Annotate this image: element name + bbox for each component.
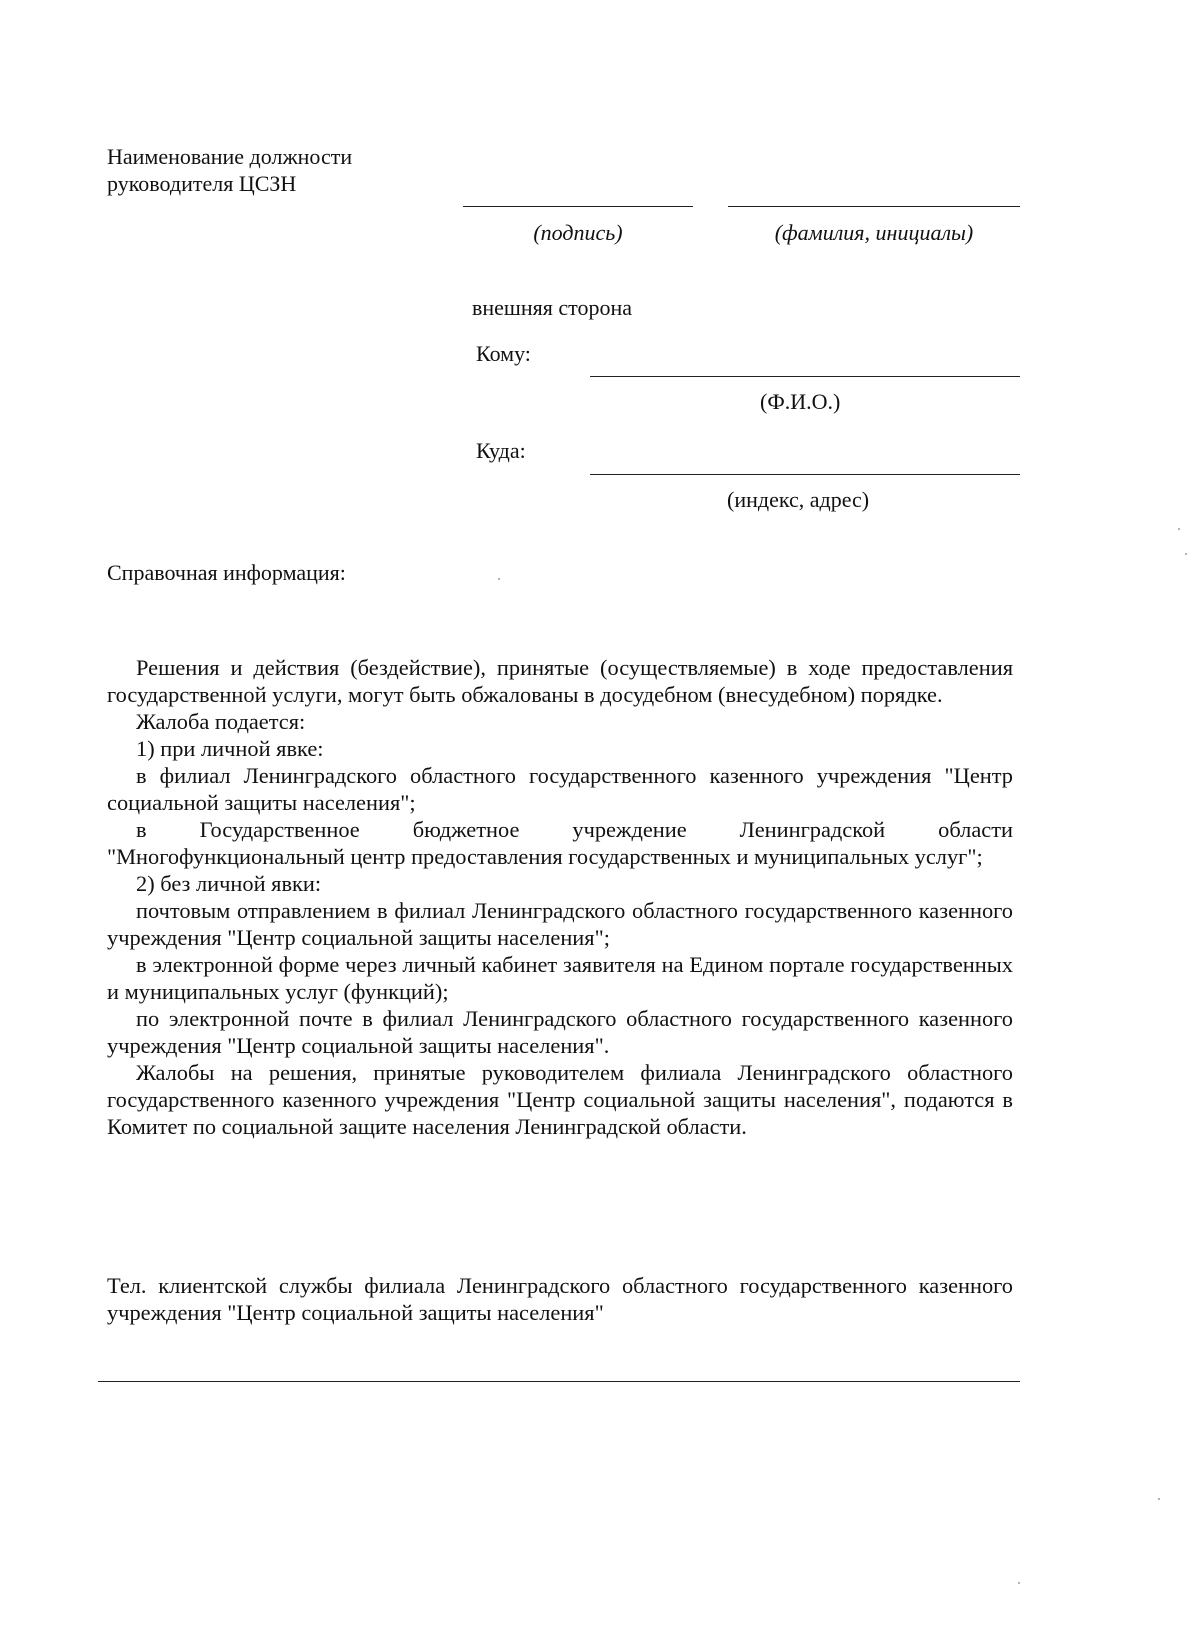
to-label: Кому:	[476, 341, 531, 366]
postal-paragraph: почтовым отправлением в филиал Ленинградского областного государственного казенного учреждения "Центр социальной защиты населения";	[107, 898, 1013, 950]
remote-item: 2) без личной явки:	[136, 871, 322, 896]
scan-speck	[1158, 1498, 1160, 1500]
where-caption: (индекс, адрес)	[727, 487, 870, 512]
where-label: Куда:	[476, 438, 526, 463]
position-title-line-1: Наименование должности	[107, 144, 353, 169]
signature-line	[463, 206, 693, 207]
committee-paragraph: Жалобы на решения, принятые руководителем филиала Ленинградского областного государственного казенного учреждения "Центр социальной защиты населения", подаются в Комитет по социальной защите населения Ленинградской области.	[107, 1060, 1013, 1139]
appeal-intro-paragraph: Решения и действия (бездействие), принятые (осуществляемые) в ходе предоставления государственной услуги, могут быть обжалованы в досудебном (внесудебном) порядке.	[107, 655, 1013, 707]
reference-heading: Справочная информация:	[107, 560, 346, 585]
to-caption: (Ф.И.О.)	[760, 389, 841, 414]
reference-body	[107, 654, 1013, 1140]
phone-line	[98, 1381, 1020, 1382]
branch-in-person-paragraph: в филиал Ленинградского областного государственного казенного учреждения "Центр социальной защиты населения";	[107, 763, 1013, 815]
scan-speck	[1178, 528, 1180, 530]
scan-speck	[1018, 1582, 1020, 1584]
in-person-item: 1) при личной явке:	[136, 736, 324, 761]
position-title-line-2: руководителя ЦСЗН	[107, 171, 297, 196]
email-paragraph: по электронной почте в филиал Ленинградского областного государственного казенного учреждения "Центр социальной защиты населения".	[107, 1006, 1013, 1058]
client-service-phone-text: Тел. клиентской службы филиала Ленинградского областного государственного казенного учреждения "Центр социальной защиты населения"	[107, 1273, 1013, 1325]
name-initials-caption: (фамилия, инициалы)	[774, 220, 974, 245]
envelope-side-label: внешняя сторона	[472, 295, 633, 320]
portal-paragraph: в электронной форме через личный кабинет заявителя на Едином портале государственных и муниципальных услуг (функций);	[107, 952, 1013, 1004]
signature-caption: (подпись)	[533, 220, 623, 245]
complaint-filed-paragraph: Жалоба подается:	[136, 709, 306, 734]
phone-block	[107, 1272, 1013, 1326]
mfc-paragraph: в Государственное бюджетное учреждение Ленинградской области "Многофункциональный центр предоставления государственных и муниципальных услуг";	[107, 817, 1013, 869]
to-line	[590, 376, 1020, 377]
scan-speck	[1185, 553, 1187, 555]
name-initials-line	[728, 206, 1020, 207]
where-line	[590, 474, 1020, 475]
scan-speck	[498, 578, 500, 580]
